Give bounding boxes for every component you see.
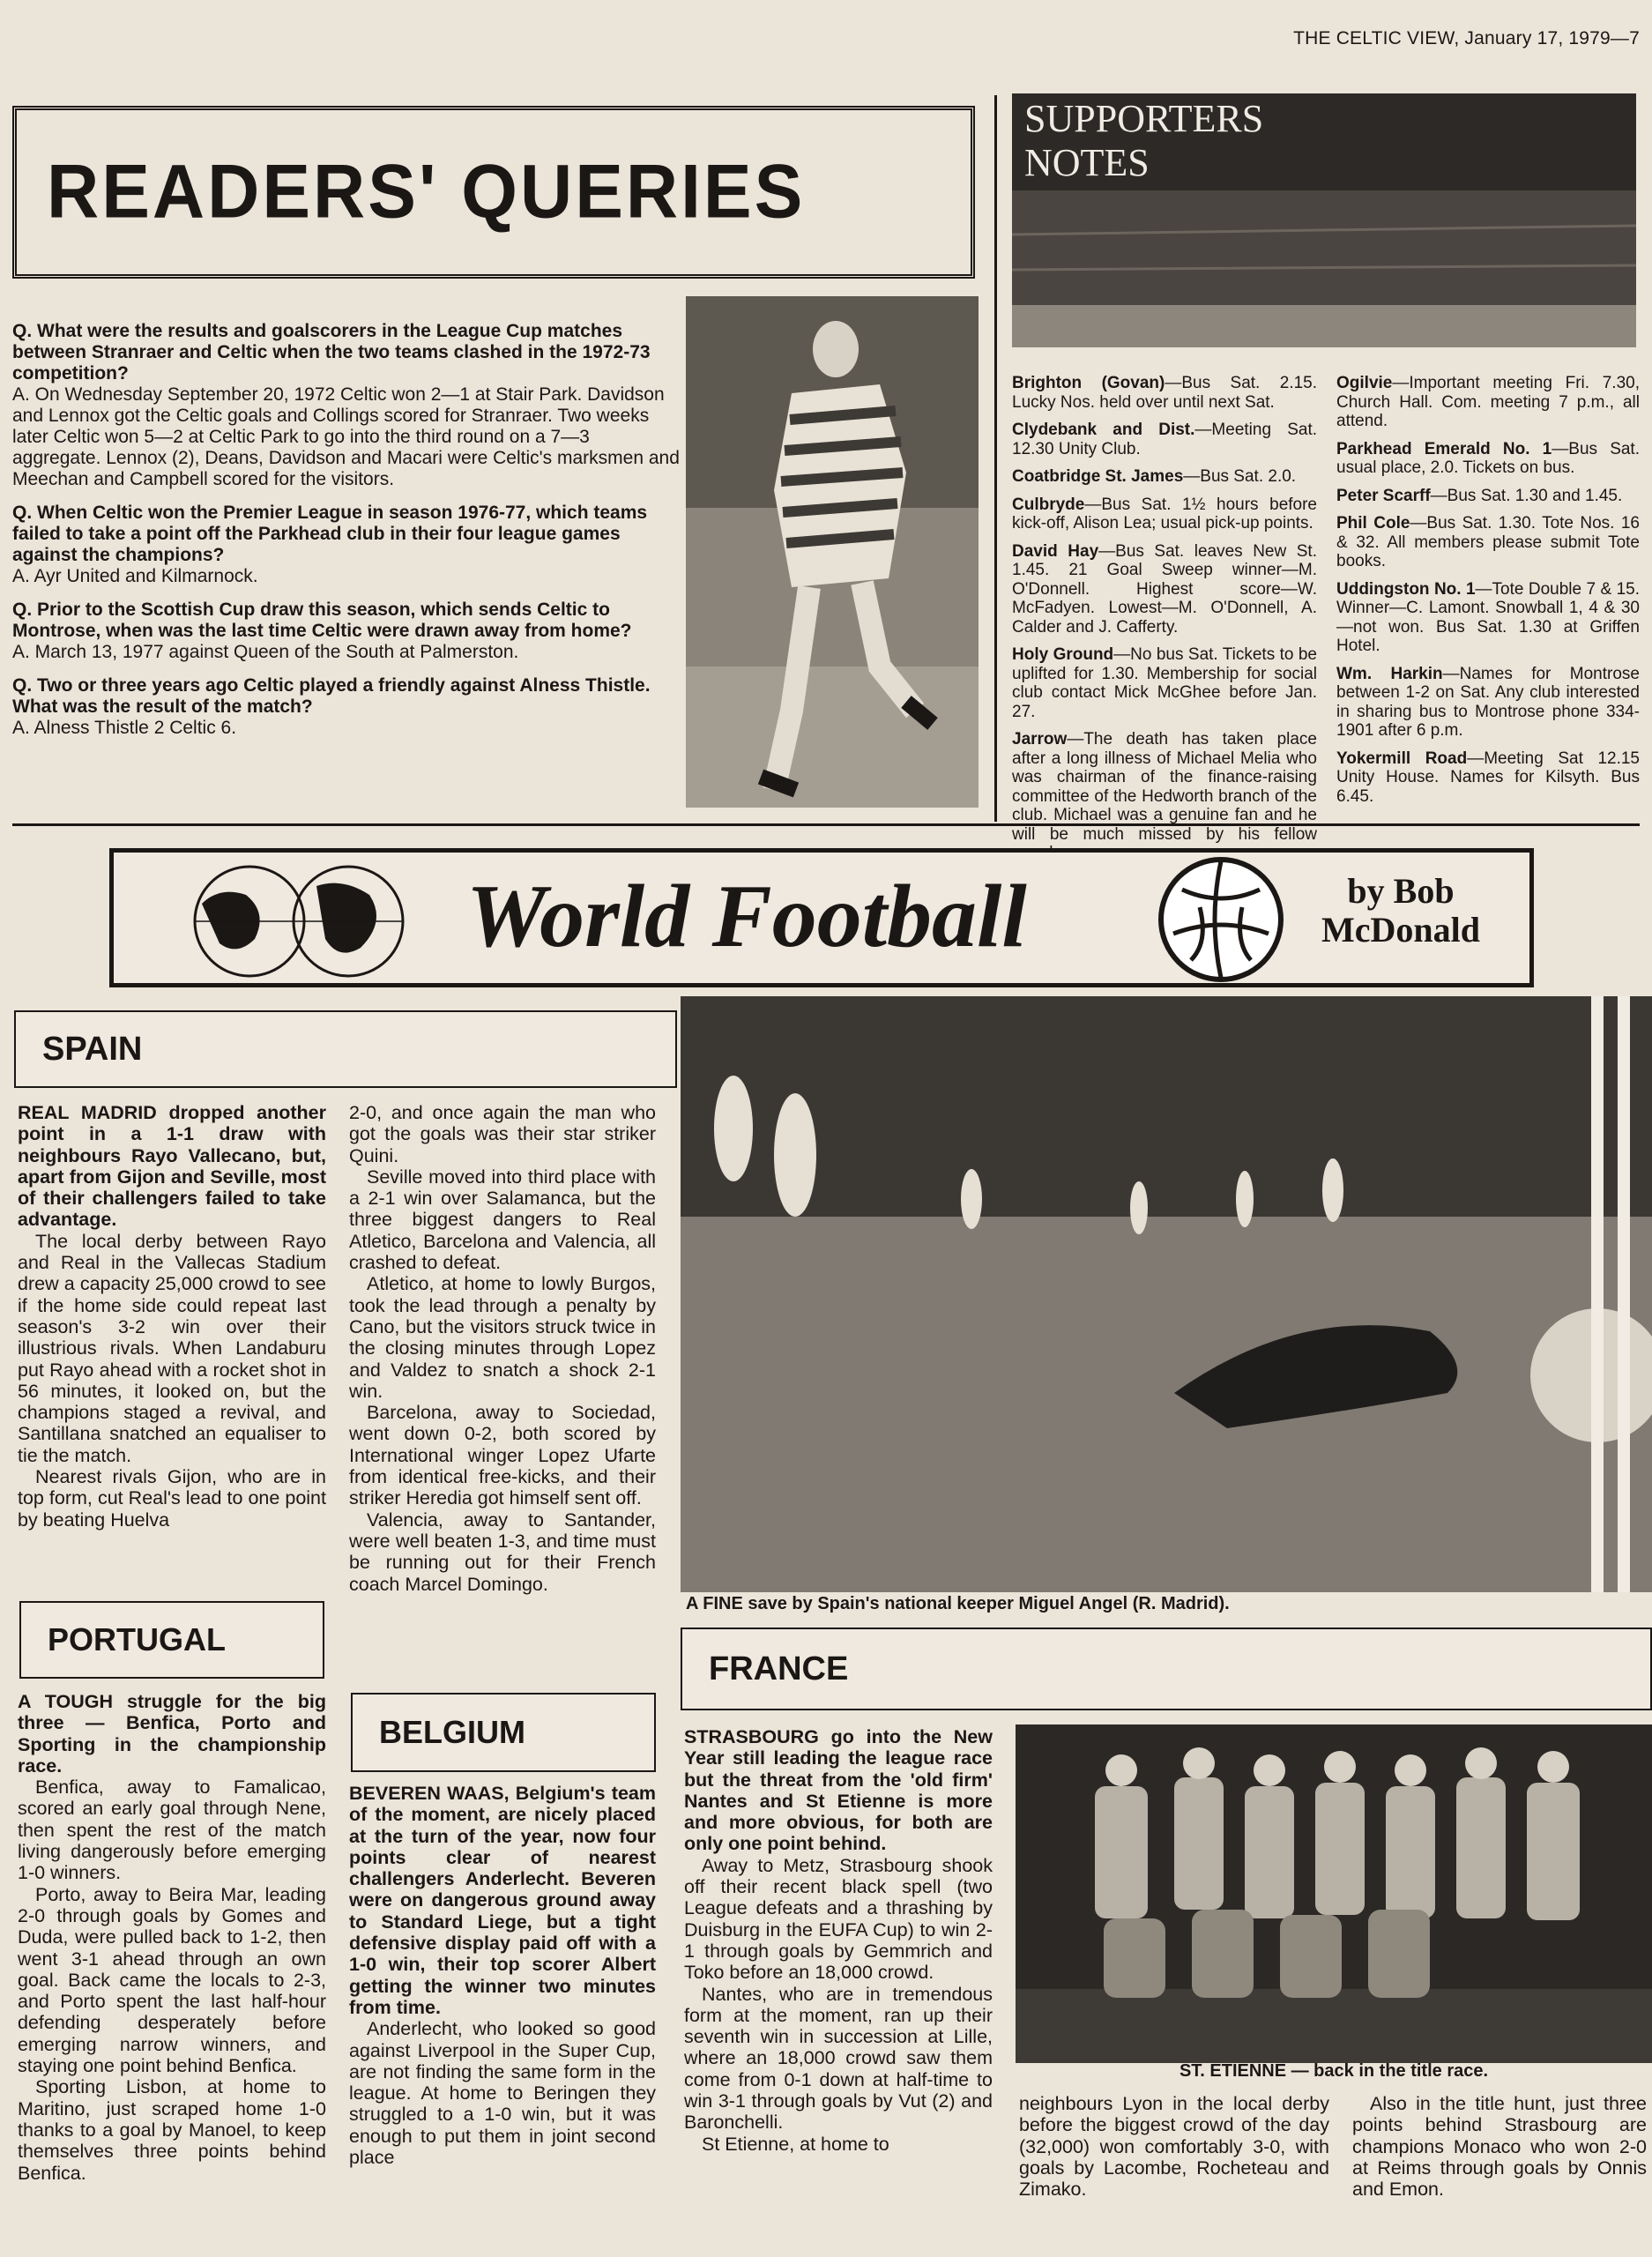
france-article-col1 [684, 1726, 993, 2155]
france-paragraph: Away to Metz, Strasbourg shook off their recent black spell (two League defeats and a thrashing by Duisburg in the EUFA Cup) to win 2-1 through goals by Gemmrich and Toko before an 18,000 crowd. [684, 1854, 993, 1984]
readers-queries-title-box [12, 106, 975, 279]
section-heading-belgium: BELGIUM [351, 1693, 656, 1772]
world-football-title: World Football [466, 867, 1027, 966]
note-text: —Important meeting Fri. 7.30, Church Hall. Com. meeting 7 p.m., all attend. [1336, 374, 1640, 430]
query-answer: A. On Wednesday September 20, 1972 Celtic won 2—1 at Stair Park. Davidson and Lennox got the Celtic goals and Collings scored for Stranraer. Two weeks later Celtic won 5—2 at Celtic Park to go into the third round on a 7—3 aggregate. Lennox (2), Deans, Davidson and Macari were Celtic's marksmen and Meechan and Campbell scored for the visitors. [12, 384, 680, 489]
query-item [12, 503, 682, 587]
branch-name: Clydebank and Dist. [1012, 421, 1195, 439]
note-text: —Bus Sat. usual place, 2.0. Tickets on bus. [1336, 439, 1640, 477]
note-text: —Meeting Sat 12.15 Unity House. Names for Kilsyth. Bus 6.45. [1336, 749, 1641, 806]
query-question: Q. When Celtic won the Premier League in season 1976-77, which teams failed to take a point off the Parkhead club in their four league games against the champions? [12, 503, 648, 565]
spain-paragraph: The local derby between Rayo and Real in the Vallecas Stadium drew a capacity 25,000 crowd to see if the home side could repeat last season's 3-2 win over their illustrious rivals. When Landaburu put Rayo ahead with a rocket shot in 56 minutes, it looked on, but the champions staged a revival, and Santillana snatched an equaliser to tie the match. [18, 1230, 326, 1466]
running-head: THE CELTIC VIEW, January 17, 1979—7 [1293, 28, 1640, 48]
byline [1321, 872, 1480, 950]
branch-name: Phil Cole [1336, 514, 1410, 533]
belgium-lead: BEVEREN WAAS, Belgium's team of the moment, are nicely placed at the turn of the year, now four points clear of nearest challengers Anderlecht. Beveren were on dangerous ground away to Standard Liege, but a tight defensive display paid off with a 1-0 win, their top scorer Albert getting the winner two minutes from time. [349, 1783, 656, 2018]
note-text: —Meeting Sat. 12.30 Unity Club. [1012, 421, 1317, 458]
note-text: —Bus Sat. 2.15. Lucky Nos. held over until next Sat. [1012, 374, 1318, 412]
supporters-notes-col1 [1012, 374, 1317, 872]
photo2-caption: ST. ETIENNE — back in the title race. [1179, 2061, 1489, 2081]
query-question: Q. Two or three years ago Celtic played a friendly against Alness Thistle. What was the result of the match? [12, 675, 651, 717]
query-item [12, 321, 682, 490]
query-question: Q. Prior to the Scottish Cup draw this season, which sends Celtic to Montrose, when was the last time Celtic were drawn away from home? [12, 600, 632, 641]
note-item [1012, 374, 1317, 412]
branch-name: Yokermill Road [1336, 749, 1468, 768]
supporters-notes-photo [1012, 93, 1636, 347]
query-question: Q. What were the results and goalscorers in the League Cup matches between Stranraer and Celtic when the two teams clashed in the 1972-73 competition? [12, 321, 651, 384]
branch-name: Uddingston No. 1 [1336, 579, 1476, 599]
branch-name: Peter Scarff [1336, 486, 1431, 505]
section-heading-spain: SPAIN [14, 1010, 677, 1088]
note-text: —Bus Sat. 1.30 and 1.45. [1430, 486, 1623, 505]
byline-line2: McDonald [1321, 910, 1480, 950]
section-heading-france: FRANCE [681, 1628, 1652, 1710]
branch-name: Holy Ground [1012, 645, 1114, 664]
team-photo [1016, 1724, 1652, 2063]
note-text: —The death has taken place after a long illness of Michael Melia who was chairman of the finance-raising committee of the Hedworth branch of the club. Michael was a genuine fan and he will be much missed by his fellow [1012, 730, 1317, 844]
note-item [1336, 374, 1640, 431]
portugal-paragraph: Benfica, away to Famalicao, scored an early goal through Nene, then spent the rest of the match living dangerously before emerging 1-0 winners. [18, 1777, 326, 1884]
belgium-paragraph: Anderlecht, who looked so good against Liverpool in the Super Cup, are not finding the same form in the league. At home to Beringen they struggled to a 1-0 win, but it was enough to put them in joint second place [349, 2018, 656, 2169]
note-item [1012, 542, 1317, 637]
france-lead: STRASBOURG go into the New Year still leading the league race but the threat from the 'old firm' Nantes and St Etienne is more and more obvious, for both are only one point behind. [684, 1726, 993, 1855]
section-divider [12, 823, 1640, 826]
note-item [1012, 730, 1317, 863]
spain-article-col1 [18, 1102, 326, 1531]
france-paragraph: neighbours Lyon in the local derby before the biggest crowd of the day (32,000) won comfortably 3-0, with goals by Lacombe, Rocheteau and Zimako. [1019, 2093, 1329, 2201]
spain-paragraph: Valencia, away to Santander, were well beaten 1-3, and time must be running out for their French coach Marcel Domingo. [349, 1508, 656, 1595]
note-text: —Names for Montrose between 1-2 on Sat. Any club interested in sharing bus to Montrose phone 334-1901 after 6 p.m. [1336, 664, 1640, 740]
query-answer: A. Alness Thistle 2 Celtic 6. [12, 718, 237, 738]
france-paragraph: Nantes, who are in tremendous form at the moment, ran up their seventh win in succession at Lille, where an 18,000 crowd saw them come from 0-1 down at half-time to win 3-1 through goals by Vut (2) and Baronchelli. [684, 1983, 993, 2134]
readers-queries-list [12, 321, 682, 739]
note-item [1012, 467, 1317, 487]
celtic-player-photo [686, 296, 979, 808]
spain-paragraph: Barcelona, away to Sociedad, went down 0-2, both scored by International winger Lopez Ufarte from identical free-kicks, and their striker Heredia got himself sent off. [349, 1402, 656, 1509]
branch-name: Brighton (Govan) [1012, 374, 1165, 392]
branch-name: Culbryde [1012, 495, 1085, 514]
goalkeeper-save-photo [681, 996, 1652, 1592]
note-text: —Bus Sat. leaves New St. 1.45. 21 Goal Sweep winner—M. O'Donnell. Highest score—W. McFadyen. Lowest—M. O'Donnell, A. Calder and J. Cafferty. [1012, 541, 1317, 637]
spain-lead: REAL MADRID dropped another point in a 1-1 draw with neighbours Rayo Vallecano, but, apart from Gijon and Seville, most of their challengers failed to take advantage. [18, 1102, 326, 1231]
portugal-paragraph: Sporting Lisbon, at home to Maritino, just scraped home 1-0 thanks to a goal by Manoel, to keep themselves three points behind Benfica. [18, 2076, 326, 2184]
portugal-paragraph: Porto, away to Beira Mar, leading 2-0 through goals by Gomes and Duda, were pulled back to 1-2, then went 3-1 ahead through an own goal. Back came the locals to 2-3, and Porto spent the last half-hour defending desperately before emerging narrow winners, and staying one point behind Benfica. [18, 1883, 326, 2077]
supporters-notes-col2 [1336, 374, 1640, 815]
query-answer: A. March 13, 1977 against Queen of the South at Palmerston. [12, 642, 519, 662]
note-text: —Bus Sat. 2.0. [1183, 467, 1297, 486]
supporters-title-line1: SUPPORTERS [1024, 97, 1264, 140]
spain-article-col2 [349, 1102, 656, 1595]
note-item [1336, 665, 1640, 741]
note-item [1336, 440, 1640, 478]
readers-queries-title: READERS' QUERIES [47, 149, 806, 235]
spain-paragraph: 2-0, and once again the man who got the goals was their star striker Quini. [349, 1102, 656, 1166]
note-item [1012, 421, 1317, 458]
query-item [12, 600, 682, 663]
branch-name: Coatbridge St. James [1012, 467, 1184, 486]
query-answer: A. Ayr United and Kilmarnock. [12, 566, 258, 586]
note-text: —Bus Sat. 1.30. Tote Nos. 16 & 32. All members please submit Tote books. [1336, 514, 1640, 570]
supporters-notes-title [1024, 97, 1263, 185]
byline-line1: by Bob [1347, 871, 1455, 911]
branch-name: Ogilvie [1336, 374, 1393, 392]
france-article-col3 [1352, 2093, 1647, 2200]
note-text: —Tote Double 7 & 15. Winner—C. Lamont. Snowball 1, 4 & 30—not won. Bus Sat. 1.30 at Griffen Hotel. [1336, 579, 1640, 655]
supporters-title-line2: NOTES [1024, 141, 1150, 184]
france-paragraph: Also in the title hunt, just three points behind Strasbourg are champions Monaco who won 2-0 at Reims through goals by Onnis and Emon. [1352, 2093, 1647, 2201]
spain-paragraph: Atletico, at home to lowly Burgos, took the lead through a penalty by Cano, but the visitors struck twice in the closing minutes through Lopez and Valdez to snatch a shock 2-1 win. [349, 1273, 656, 1402]
note-item [1336, 749, 1640, 807]
note-item [1012, 495, 1317, 533]
branch-name: Jarrow [1012, 730, 1068, 749]
query-item [12, 675, 682, 739]
portugal-lead: A TOUGH struggle for the big three — Benfica, Porto and Sporting in the championship race. [18, 1691, 326, 1777]
spain-paragraph: Seville moved into third place with a 2-1 win over Salamanca, but the three biggest dangers to Real Atletico, Barcelona and Valencia, all crashed to defeat. [349, 1166, 656, 1274]
photo1-caption: A FINE save by Spain's national keeper Miguel Angel (R. Madrid). [686, 1594, 1230, 1613]
france-article-col2 [1019, 2093, 1329, 2200]
world-football-banner [109, 848, 1534, 987]
note-item [1336, 487, 1640, 506]
section-heading-portugal: PORTUGAL [19, 1601, 324, 1679]
branch-name: Wm. Harkin [1336, 664, 1443, 683]
note-text: —No bus Sat. Tickets to be uplifted for 1.30. Membership for social club contact Mick McGhee before Jan. 27. [1012, 645, 1317, 721]
column-divider [994, 95, 997, 822]
branch-name: Parkhead Emerald No. 1 [1336, 439, 1552, 458]
belgium-article [349, 1783, 656, 2168]
football-icon [1156, 854, 1286, 985]
france-paragraph: St Etienne, at home to [702, 2133, 889, 2155]
note-text: —Bus Sat. 1½ hours before kick-off, Alison Lea; usual pick-up points. [1012, 495, 1317, 533]
note-item [1336, 580, 1640, 656]
portugal-article [18, 1691, 326, 2184]
branch-name: David Hay [1012, 541, 1099, 561]
globe-icon [184, 860, 413, 983]
note-item [1012, 645, 1317, 721]
note-item [1336, 514, 1640, 571]
spain-paragraph: Nearest rivals Gijon, who are in top form, cut Real's lead to one point by beating Huelva [18, 1466, 326, 1531]
